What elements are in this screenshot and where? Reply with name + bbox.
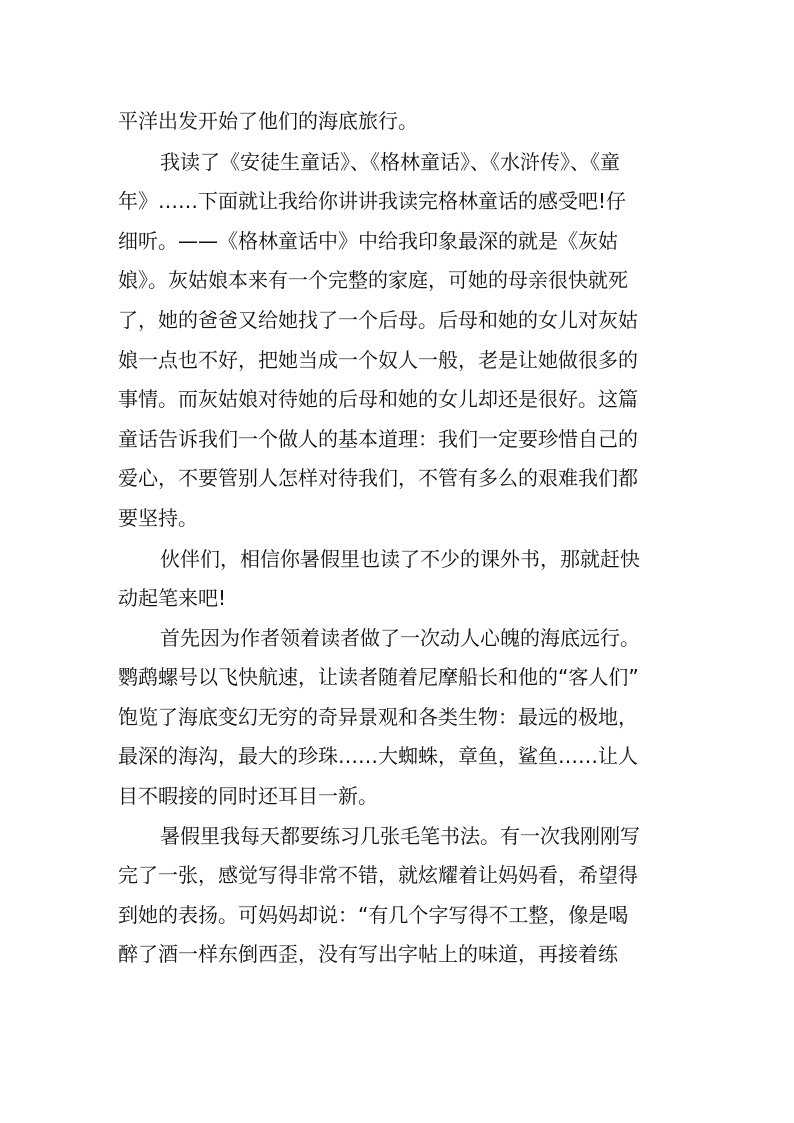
text-line: 娘》。灰姑娘本来有一个完整的家庭，可她的母亲很快就死 bbox=[118, 268, 628, 292]
text-line: 娘一点也不好，把她当成一个奴人一般，老是让她做很多的 bbox=[118, 348, 638, 372]
text-line: 了，她的爸爸又给她找了一个后母。后母和她的女儿对灰姑 bbox=[118, 308, 638, 332]
text-line: 到她的表扬。可妈妈却说：“有几个字写得不工整，像是喝 bbox=[118, 903, 629, 927]
text-line: 完了一张，感觉写得非常不错，就炫耀着让妈妈看，希望得 bbox=[118, 863, 638, 887]
paragraph-start: 我读了《安徒生童话》、《格林童话》、《水浒传》、《童 bbox=[160, 150, 620, 174]
text-line: 动起笔来吧! bbox=[118, 586, 227, 610]
text-line: 饱览了海底变幻无穷的奇异景观和各类生物：最远的极地， bbox=[118, 705, 638, 729]
paragraph-start: 伙伴们，相信你暑假里也读了不少的课外书，那就赶快 bbox=[160, 547, 640, 571]
text-line: 醉了酒一样东倒西歪，没有写出字帖上的味道，再接着练 bbox=[118, 942, 618, 966]
paragraph-start: 暑假里我每天都要练习几张毛笔书法。有一次我刚刚写 bbox=[160, 824, 640, 848]
text-line: 爱心，不要管别人怎样对待我们，不管有多么的艰难我们都 bbox=[118, 466, 638, 490]
text-line: 目不暇接的同时还耳目一新。 bbox=[118, 784, 378, 808]
text-line: 童话告诉我们一个做人的基本道理：我们一定要珍惜自己的 bbox=[118, 427, 638, 451]
text-line: 平洋出发开始了他们的海底旅行。 bbox=[118, 109, 418, 133]
text-line: 年》……下面就让我给你讲讲我读完格林童话的感受吧!仔 bbox=[118, 189, 627, 213]
text-line: 要坚持。 bbox=[118, 506, 198, 530]
text-line: 细听。——《格林童话中》中给我印象最深的就是《灰姑 bbox=[118, 229, 618, 253]
text-line: 事情。而灰姑娘对待她的后母和她的女儿却还是很好。这篇 bbox=[118, 387, 638, 411]
text-line: 最深的海沟，最大的珍珠……大蜘蛛，章鱼，鲨鱼……让人 bbox=[118, 744, 638, 768]
paragraph-start: 首先因为作者领着读者做了一次动人心魄的海底远行。 bbox=[160, 626, 640, 650]
text-line: 鹦鹉螺号以飞快航速，让读者随着尼摩船长和他的“客人们” bbox=[118, 665, 639, 689]
